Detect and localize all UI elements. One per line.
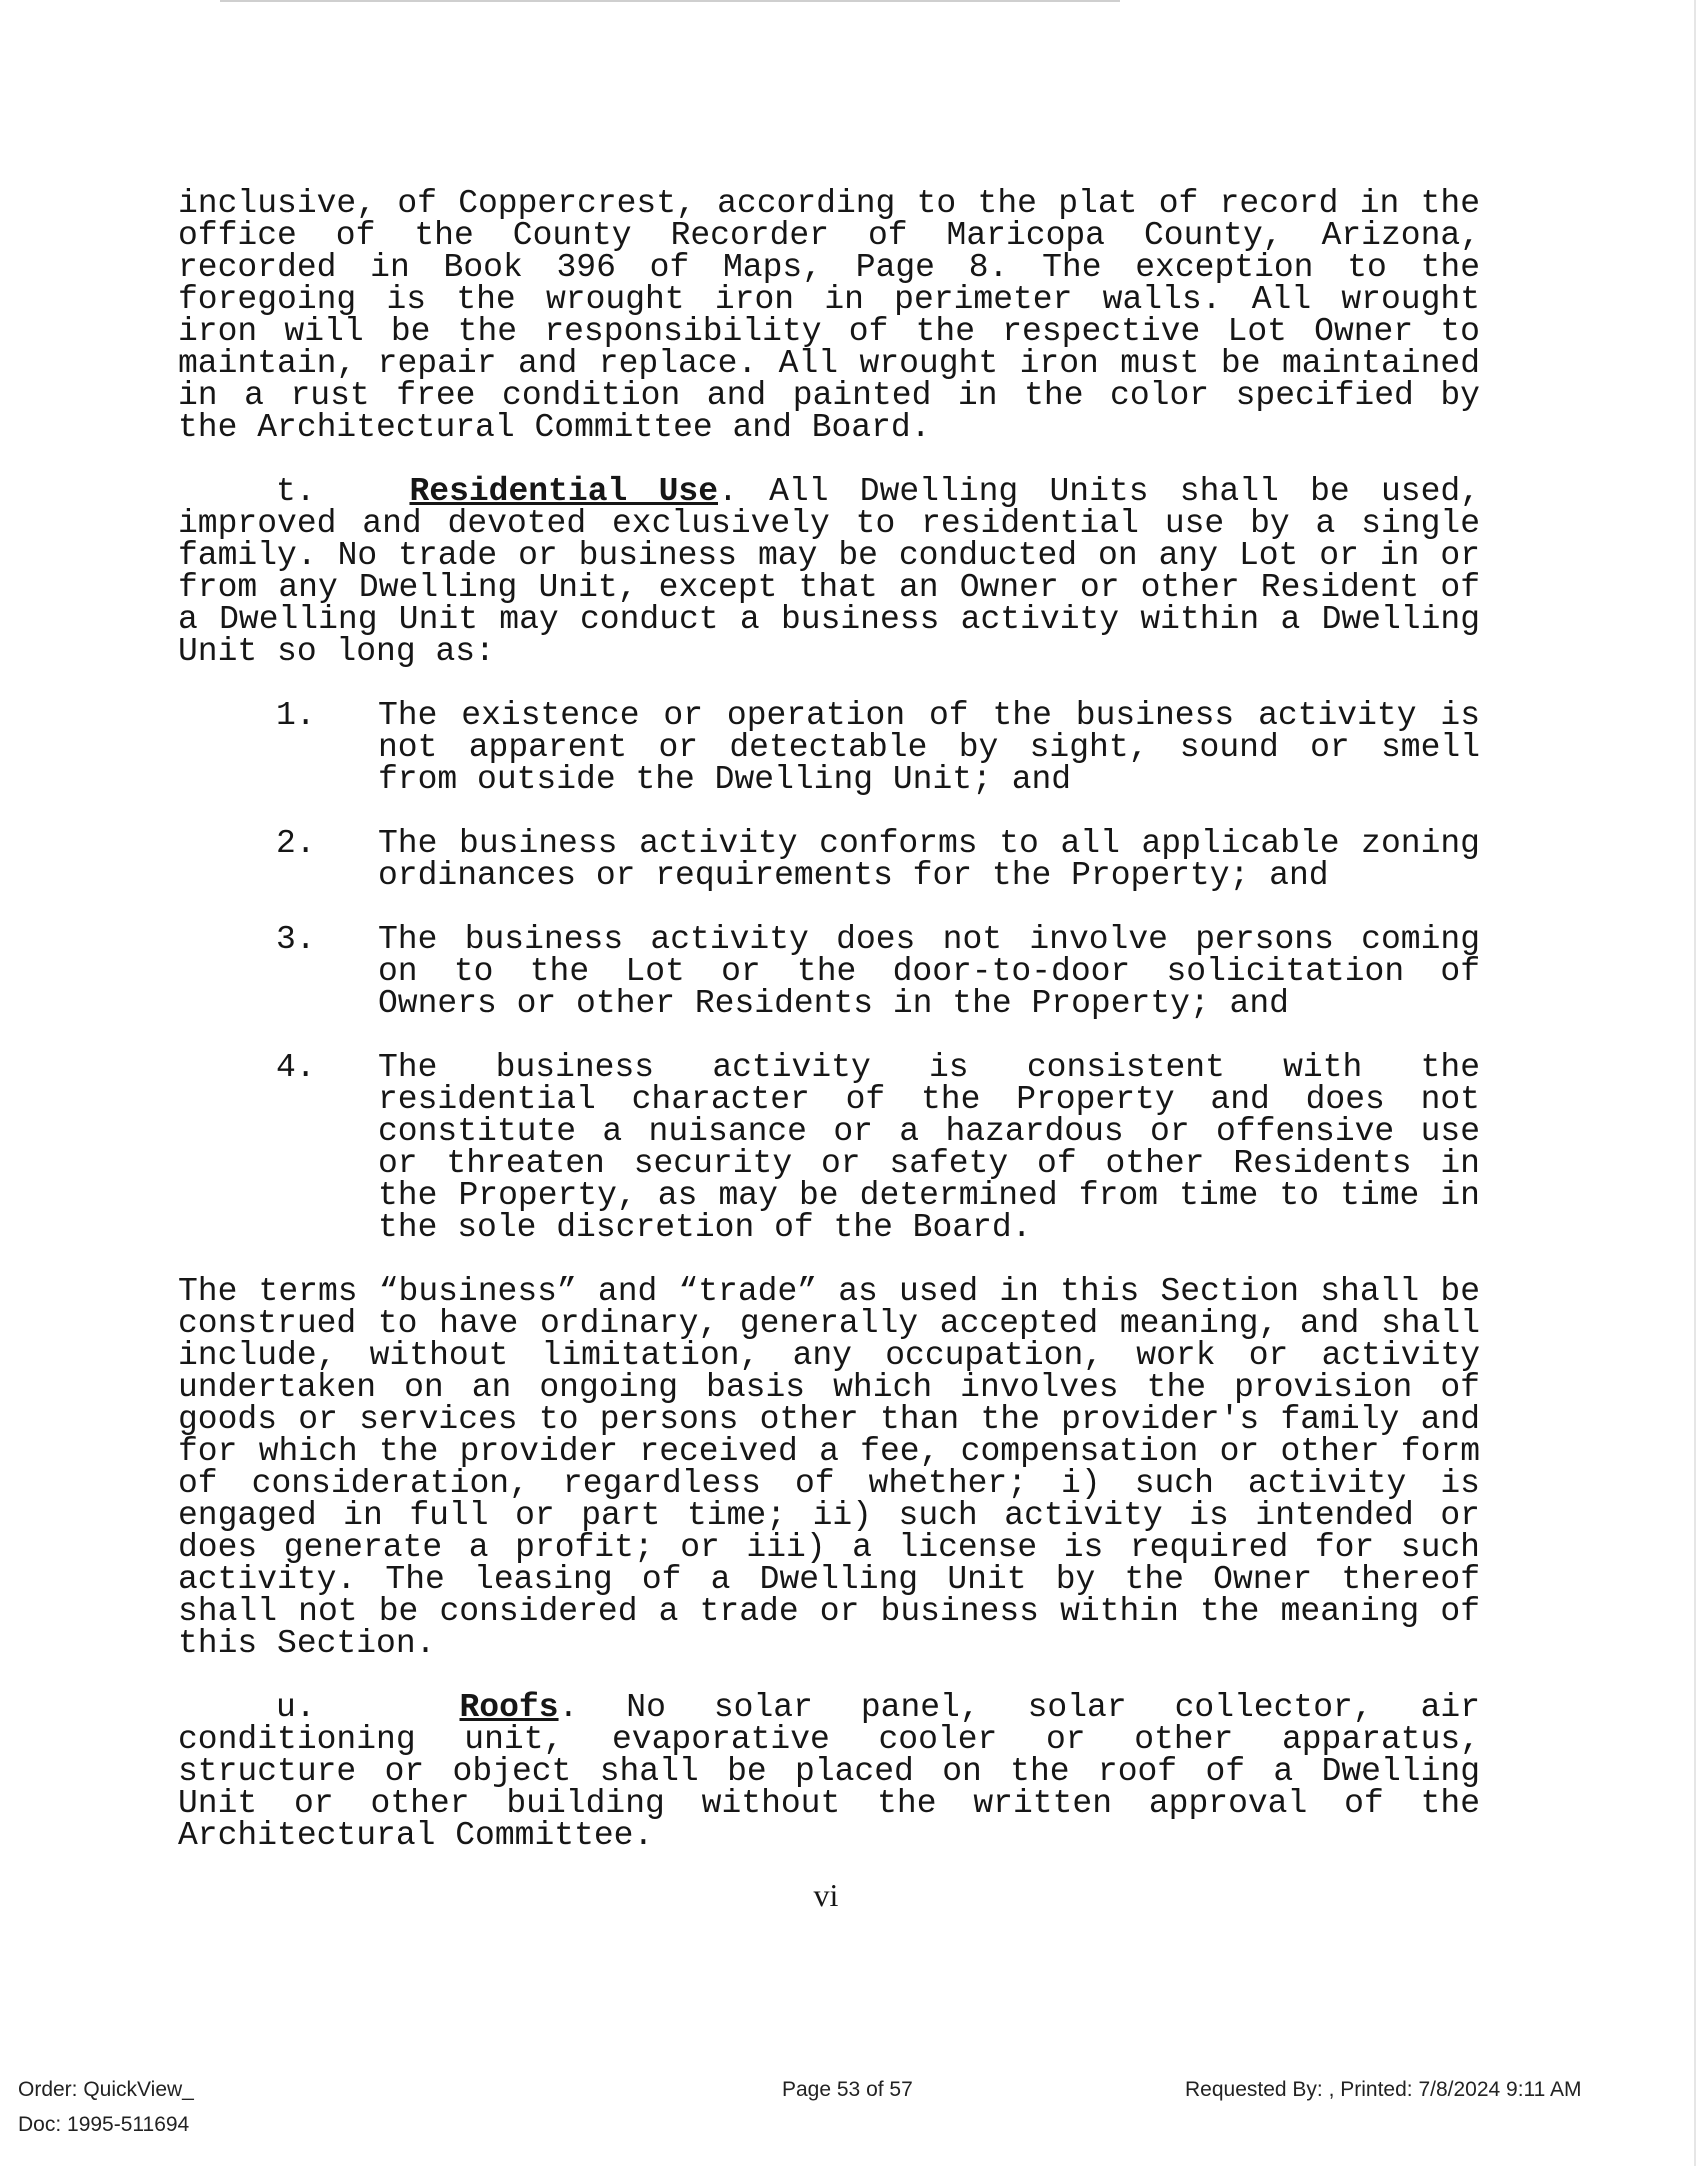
list-item-number: 4. xyxy=(276,1049,316,1086)
section-t-paragraph xyxy=(178,473,1480,670)
section-t-heading: Residential Use xyxy=(409,473,718,510)
list-item-number: 3. xyxy=(276,921,316,958)
list-item xyxy=(178,1049,1480,1246)
list-item xyxy=(178,921,1480,1022)
list-item xyxy=(178,697,1480,798)
list-item xyxy=(178,825,1480,894)
document-body xyxy=(178,185,1480,1884)
list-item-text: The existence or operation of the business activity is not apparent or detectable by sight, sound or smell from outside the Dwelling Unit; and xyxy=(378,697,1480,798)
list-item-text: The business activity conforms to all applicable zoning ordinances or requirements for the Property; and xyxy=(378,825,1480,894)
list-item-number: 1. xyxy=(276,697,316,734)
intro-paragraph: inclusive, of Coppercrest, according to the plat of record in the office of the County Recorder of Maricopa County, Arizona, recorded in Book 396 of Maps, Page 8. The exception to the foregoing is the wrought iron in perimeter walls. All wrought iron will be the responsibility of the respective Lot Owner to maintain, repair and replace. All wrought iron must be maintained in a rust free condition and painted in the color specified by the Architectural Committee and Board. xyxy=(178,185,1480,446)
section-t-letter: t. xyxy=(276,473,316,510)
list-item-number: 2. xyxy=(276,825,316,862)
section-u-letter: u. xyxy=(276,1689,316,1726)
section-u-heading: Roofs xyxy=(459,1689,559,1726)
scan-top-edge xyxy=(220,0,1120,2)
section-u-paragraph xyxy=(178,1689,1480,1854)
footer-order: Order: QuickView_ xyxy=(18,2078,194,2101)
section-t-body: . All Dwelling Units shall be used, improved and devoted exclusively to residential use by a single family. No trade or business may be conducted on any Lot or in or from any Dwelling Unit, except that an Owner or other Resident of a Dwelling Unit may conduct a business activity within a Dwelling Unit so long as: xyxy=(178,473,1480,670)
terms-paragraph: The terms “business” and “trade” as used in this Section shall be construed to have ordinary, generally accepted meaning, and shall include, without limitation, any occupation, work or activity undertaken on an ongoing basis which involves the provision of goods or services to persons other than the provider's family and for which the provider received a fee, compensation or other form of consideration, regardless of whether; i) such activity is engaged in full or part time; ii) such activity is intended or does generate a profit; or iii) a license is required for such activity. The leasing of a Dwelling Unit by the Owner thereof shall not be considered a trade or business within the meaning of this Section. xyxy=(178,1273,1480,1662)
footer-doc-number: Doc: 1995-511694 xyxy=(18,2113,190,2136)
list-item-text: The business activity does not involve persons coming on to the Lot or the door-to-door solicitation of Owners or other Residents in the Property; and xyxy=(378,921,1480,1022)
page-number: vi xyxy=(813,1877,839,1913)
footer-page-count: Page 53 of 57 xyxy=(782,2078,913,2101)
section-u-body: . No solar panel, solar collector, air conditioning unit, evaporative cooler or other apparatus, structure or object shall be placed on the roof of a Dwelling Unit or other building without the written approval of the Architectural Committee. xyxy=(178,1689,1480,1854)
list-item-text: The business activity is consistent with the residential character of the Property and does not constitute a nuisance or a hazardous or offensive use or threaten security or safety of other Residents in the Property, as may be determined from time to time in the sole discretion of the Board. xyxy=(378,1049,1480,1246)
footer-printed-info: Requested By: , Printed: 7/8/2024 9:11 AM xyxy=(1185,2078,1582,2101)
